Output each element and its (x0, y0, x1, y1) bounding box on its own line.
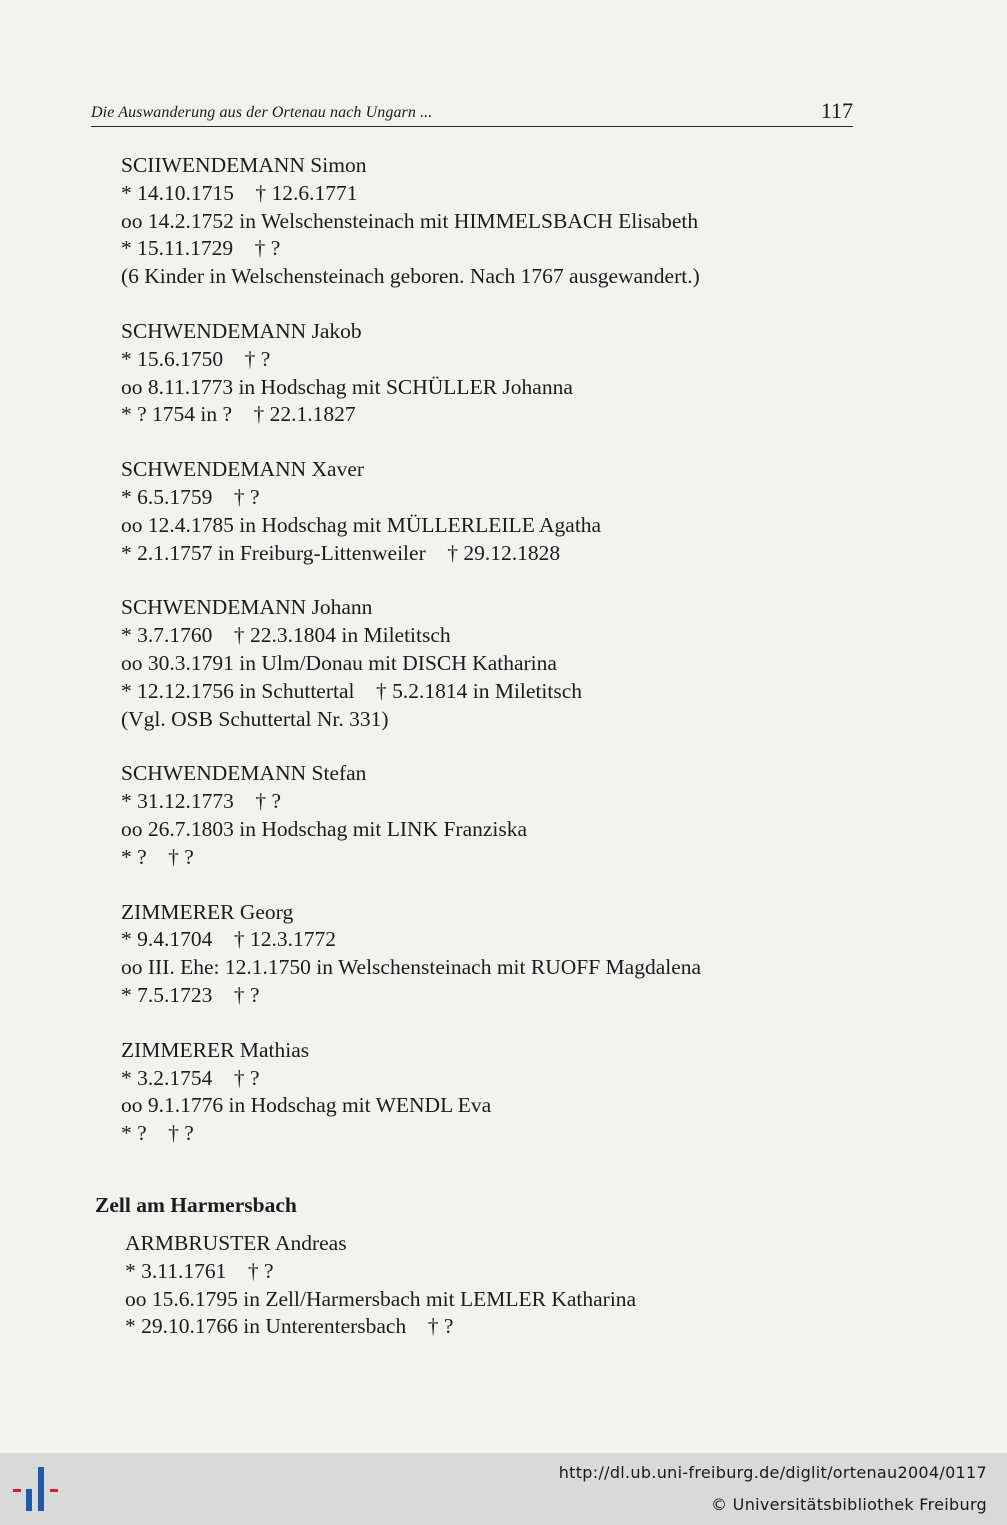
page-number: 117 (820, 98, 853, 123)
genealogy-entry (121, 456, 841, 567)
entry-name: ZIMMERER Georg (121, 899, 294, 924)
genealogy-entry (121, 1037, 841, 1148)
footer-url-link[interactable]: http://dl.ub.uni-freiburg.de/diglit/ortenau2004/0117 (558, 1463, 987, 1482)
footer-bar (0, 1453, 1007, 1525)
entry-name: SCIIWENDEMANN Simon (121, 153, 367, 177)
logo-blue-bar-2 (38, 1467, 44, 1511)
entry-name: SCHWENDEMANN Jakob (121, 318, 362, 343)
logo-red-bar-left (13, 1489, 21, 1492)
entry-detail-line: (6 Kinder in Welschensteinach geboren. Nach 1767 ausgewandert.) (121, 264, 700, 289)
logo-blue-bar-1 (26, 1489, 32, 1511)
running-head (91, 98, 853, 127)
entry-detail-line: oo 26.7.1803 in Hodschag mit LINK Franziska (121, 816, 528, 841)
running-title: Die Auswanderung aus der Ortenau nach Ungarn ... (91, 104, 433, 121)
entry-detail-line: * 29.10.1766 in Unterentersbach † ? (125, 1314, 454, 1339)
section-heading: Zell am Harmersbach (95, 1193, 297, 1217)
entry-detail-line: * 15.11.1729 † ? (121, 236, 281, 261)
entry-name: SCHWENDEMANN Johann (121, 595, 373, 620)
entry-detail-line: * 15.6.1750 † ? (121, 346, 271, 371)
entry-detail-line: oo 14.2.1752 in Welschensteinach mit HIMMELSBACH Elisabeth (121, 208, 699, 233)
entry-detail-line: * ? † ? (121, 1121, 194, 1146)
entry-detail-line: oo 30.3.1791 in Ulm/Donau mit DISCH Katharina (121, 650, 557, 675)
entry-detail-line: * 7.5.1723 † ? (121, 982, 260, 1007)
entry-name: ZIMMERER Mathias (121, 1037, 310, 1062)
entry-detail-line: * 3.2.1754 † ? (121, 1065, 260, 1090)
entry-detail-line: * ? 1754 in ? † 22.1.1827 (121, 402, 356, 427)
entry-detail-line: oo 9.1.1776 in Hodschag mit WENDL Eva (121, 1093, 492, 1118)
entry-detail-line: * 3.7.1760 † 22.3.1804 in Miletitsch (121, 623, 451, 648)
entry-detail-line: * 12.12.1756 in Schuttertal † 5.2.1814 in Miletitsch (121, 678, 583, 703)
entry-detail-line: oo 8.11.1773 in Hodschag mit SCHÜLLER Johanna (121, 374, 573, 399)
entry-detail-line: * 9.4.1704 † 12.3.1772 (121, 927, 336, 952)
entry-detail-line: * 31.12.1773 † ? (121, 789, 282, 814)
entry-detail-line: * 2.1.1757 in Freiburg-Littenweiler † 29.12.1828 (121, 540, 561, 565)
entry-detail-line: (Vgl. OSB Schuttertal Nr. 331) (121, 706, 389, 731)
footer-copyright: © Universitätsbibliothek Freiburg (711, 1495, 987, 1514)
genealogy-entry (121, 318, 841, 429)
entry-detail-line: oo 15.6.1795 in Zell/Harmersbach mit LEMLER Katharina (125, 1286, 637, 1311)
genealogy-entry (121, 152, 841, 291)
logo-red-bar-right (50, 1489, 58, 1492)
entry-name: ARMBRUSTER Andreas (125, 1231, 347, 1255)
entry-name: SCHWENDEMANN Xaver (121, 457, 365, 482)
entry-detail-line: * ? † ? (121, 844, 194, 869)
genealogy-entry (125, 1230, 855, 1341)
ub-freiburg-logo-icon[interactable] (10, 1465, 66, 1515)
section-entries (125, 1230, 855, 1341)
genealogy-entry (121, 594, 841, 733)
entry-detail-line: oo 12.4.1785 in Hodschag mit MÜLLERLEILE Agatha (121, 512, 602, 537)
entry-name: SCHWENDEMANN Stefan (121, 761, 367, 786)
genealogy-entry (121, 760, 841, 871)
section-zell-am-harmersbach (95, 1191, 855, 1368)
entry-detail-line: * 14.10.1715 † 12.6.1771 (121, 180, 358, 205)
genealogy-entries (121, 152, 841, 1175)
entry-detail-line: oo III. Ehe: 12.1.1750 in Welschensteinach mit RUOFF Magdalena (121, 955, 702, 980)
genealogy-entry (121, 899, 841, 1010)
entry-detail-line: * 3.11.1761 † ? (125, 1258, 274, 1283)
entry-detail-line: * 6.5.1759 † ? (121, 484, 260, 509)
